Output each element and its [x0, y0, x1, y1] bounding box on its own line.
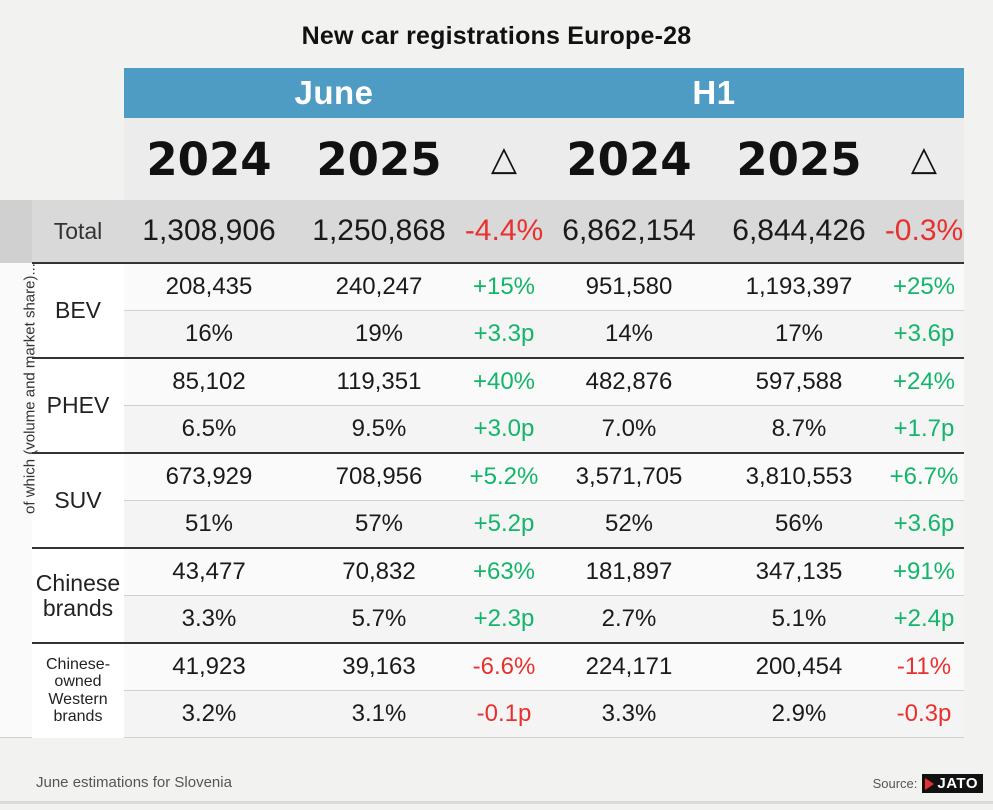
cell-suv-h1-delta: +6.7%	[884, 453, 964, 501]
cell-suv-share-h1-delta: +3.6p	[884, 501, 964, 549]
cell-chinese-share-june-2024: 3.3%	[124, 596, 294, 644]
table-row-chinese-owned-western-share	[0, 691, 964, 738]
row-label-suv: SUV	[32, 453, 124, 548]
cell-phev-june-delta: +40%	[464, 358, 544, 406]
cell-suv-share-h1-2025: 56%	[714, 501, 884, 549]
group-header-h1-delta	[884, 68, 964, 118]
row-label-chinese-brands	[32, 548, 124, 643]
cell-suv-share-june-2025: 57%	[294, 501, 464, 549]
cell-bev-share-june-delta: +3.3p	[464, 311, 544, 359]
cell-cow-june-delta: -6.6%	[464, 643, 544, 691]
column-header-h1-2024: 2024	[544, 118, 714, 200]
cell-suv-h1-2024: 3,571,705	[544, 453, 714, 501]
cell-suv-h1-2025: 3,810,553	[714, 453, 884, 501]
jato-logo-text: JATO	[937, 775, 978, 792]
side-axis-cell	[0, 200, 39, 514]
cell-cow-share-june-2025: 3.1%	[294, 691, 464, 738]
cell-phev-share-h1-delta: +1.7p	[884, 406, 964, 454]
cell-phev-h1-2024: 482,876	[544, 358, 714, 406]
cell-cow-h1-2025: 200,454	[714, 643, 884, 691]
cell-bev-h1-2025: 1,193,397	[714, 263, 884, 311]
table-row-bev-volume	[0, 263, 964, 311]
cell-bev-share-june-2025: 19%	[294, 311, 464, 359]
cell-chinese-h1-2025: 347,135	[714, 548, 884, 596]
cell-bev-june-2024: 208,435	[124, 263, 294, 311]
cell-bev-june-2025: 240,247	[294, 263, 464, 311]
column-header-june-delta: △	[464, 118, 544, 200]
column-header-h1-delta: △	[884, 118, 964, 200]
cell-total-june-delta: -4.4%	[464, 200, 544, 263]
cell-cow-share-h1-delta: -0.3p	[884, 691, 964, 738]
cell-cow-june-2024: 41,923	[124, 643, 294, 691]
page-title: New car registrations Europe-28	[301, 22, 692, 50]
row-label-chinese-owned-western	[32, 643, 124, 738]
source-credit	[873, 774, 983, 793]
cell-suv-share-h1-2024: 52%	[544, 501, 714, 549]
cell-phev-h1-2025: 597,588	[714, 358, 884, 406]
cell-phev-june-2024: 85,102	[124, 358, 294, 406]
cell-chinese-share-h1-2024: 2.7%	[544, 596, 714, 644]
column-header-h1-2025: 2025	[714, 118, 884, 200]
side-axis-label: of which (volume and market share)...	[21, 263, 39, 514]
cell-suv-june-delta: +5.2%	[464, 453, 544, 501]
row-label-cow-line3: Western	[48, 690, 108, 708]
group-header-june: June	[124, 68, 544, 118]
cell-bev-share-h1-2024: 14%	[544, 311, 714, 359]
cell-chinese-share-june-2025: 5.7%	[294, 596, 464, 644]
cell-bev-h1-delta: +25%	[884, 263, 964, 311]
registrations-table	[0, 68, 964, 738]
cell-total-h1-delta: -0.3%	[884, 200, 964, 263]
cell-chinese-june-2025: 70,832	[294, 548, 464, 596]
table-row-suv-volume	[0, 453, 964, 501]
cell-cow-share-june-2024: 3.2%	[124, 691, 294, 738]
cell-bev-share-h1-delta: +3.6p	[884, 311, 964, 359]
spacer-cell	[32, 118, 124, 200]
footnote: June estimations for Slovenia	[36, 774, 232, 791]
cell-suv-june-2025: 708,956	[294, 453, 464, 501]
row-label-cow-line2: owned	[54, 673, 102, 691]
cell-suv-june-2024: 673,929	[124, 453, 294, 501]
table-row-bev-share	[0, 311, 964, 359]
cell-suv-share-june-2024: 51%	[124, 501, 294, 549]
column-header-june-2025: 2025	[294, 118, 464, 200]
table-row-chinese-brands-share	[0, 596, 964, 644]
row-label-total: Total	[32, 200, 124, 263]
cell-total-june-2024: 1,308,906	[124, 200, 294, 263]
cell-phev-h1-delta: +24%	[884, 358, 964, 406]
row-label-chinese-brands-line2: brands	[42, 594, 114, 621]
cell-total-h1-2024: 6,862,154	[544, 200, 714, 263]
row-label-chinese-brands-line1: Chinese	[35, 569, 121, 596]
cell-chinese-share-june-delta: +2.3p	[464, 596, 544, 644]
jato-logo	[922, 774, 983, 793]
row-label-phev: PHEV	[32, 358, 124, 453]
cell-suv-share-june-delta: +5.2p	[464, 501, 544, 549]
cell-chinese-h1-delta: +91%	[884, 548, 964, 596]
footer	[0, 770, 993, 804]
cell-phev-share-june-2024: 6.5%	[124, 406, 294, 454]
cell-bev-june-delta: +15%	[464, 263, 544, 311]
cell-chinese-share-h1-2025: 5.1%	[714, 596, 884, 644]
cell-cow-share-h1-2024: 3.3%	[544, 691, 714, 738]
cell-chinese-june-2024: 43,477	[124, 548, 294, 596]
spacer-cell	[0, 68, 32, 118]
cell-total-june-2025: 1,250,868	[294, 200, 464, 263]
row-label-cow-line1: Chinese-	[45, 656, 111, 674]
source-label: Source:	[872, 776, 918, 791]
cell-phev-june-2025: 119,351	[294, 358, 464, 406]
table-row-chinese-owned-western-volume	[0, 643, 964, 691]
table-row-phev-share	[0, 406, 964, 454]
column-header-june-2024: 2024	[124, 118, 294, 200]
table-row-chinese-brands-volume	[0, 548, 964, 596]
row-label-bev: BEV	[32, 263, 124, 358]
column-header-row	[0, 118, 964, 200]
cell-total-h1-2025: 6,844,426	[714, 200, 884, 263]
table-row-total	[0, 200, 964, 263]
group-header-h1: H1	[544, 68, 884, 118]
cell-cow-share-june-delta: -0.1p	[464, 691, 544, 738]
spacer-cell	[32, 68, 124, 118]
cell-chinese-h1-2024: 181,897	[544, 548, 714, 596]
cell-phev-share-june-delta: +3.0p	[464, 406, 544, 454]
cell-chinese-june-delta: +63%	[464, 548, 544, 596]
bottom-divider	[0, 801, 993, 804]
table-row-phev-volume	[0, 358, 964, 406]
cell-bev-share-h1-2025: 17%	[714, 311, 884, 359]
cell-cow-h1-2024: 224,171	[544, 643, 714, 691]
cell-bev-share-june-2024: 16%	[124, 311, 294, 359]
cell-cow-june-2025: 39,163	[294, 643, 464, 691]
cell-cow-share-h1-2025: 2.9%	[714, 691, 884, 738]
group-header-row	[0, 68, 964, 118]
cell-phev-share-h1-2024: 7.0%	[544, 406, 714, 454]
row-label-cow-line4: brands	[53, 708, 103, 726]
cell-bev-h1-2024: 951,580	[544, 263, 714, 311]
cell-phev-share-h1-2025: 8.7%	[714, 406, 884, 454]
cell-chinese-share-h1-delta: +2.4p	[884, 596, 964, 644]
cell-cow-h1-delta: -11%	[884, 643, 964, 691]
registrations-table-container	[0, 68, 993, 738]
play-triangle-icon	[925, 778, 934, 790]
cell-phev-share-june-2025: 9.5%	[294, 406, 464, 454]
table-row-suv-share	[0, 501, 964, 549]
